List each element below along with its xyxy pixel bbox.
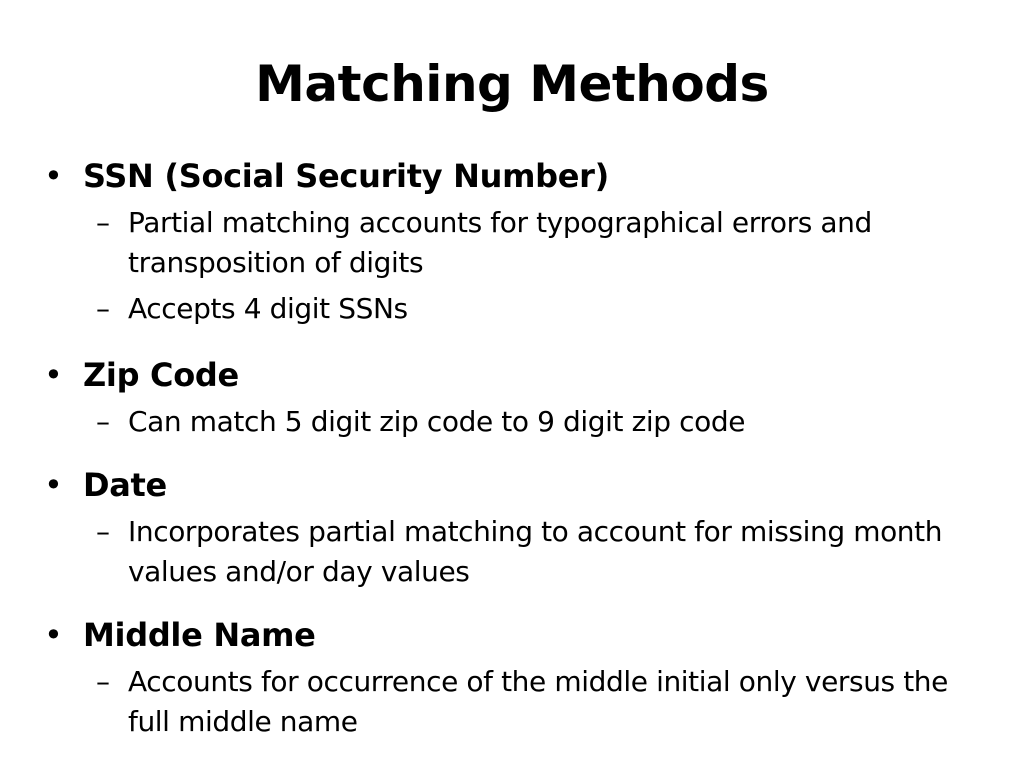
bullet-icon: • [44,356,63,394]
sub-item [44,402,1004,442]
bullet-item-zip-code [44,352,1004,442]
bullet-row [44,153,1004,199]
bullet-label: SSN (Social Security Number) [83,157,609,195]
sub-item-text: Accounts for occurrence of the middle initial only versus the full middle name [128,665,948,738]
bullet-label: Date [83,466,167,504]
bullet-label: Zip Code [83,356,239,394]
sub-item-text: Can match 5 digit zip code to 9 digit zip code [128,405,746,438]
dash-icon: – [96,405,110,438]
bullet-row [44,612,1004,658]
sub-item-text: Incorporates partial matching to account for missing month values and/or day values [128,515,943,588]
bullet-item-ssn [44,153,1004,329]
dash-icon: – [96,515,110,548]
bullet-row [44,462,1004,508]
bullet-item-middle-name [44,612,1004,742]
sub-item [44,662,1004,742]
bullet-label: Middle Name [83,616,316,654]
bullet-row [44,352,1004,398]
slide-title: Matching Methods [255,55,769,113]
sub-item-text: Partial matching accounts for typographical errors and transposition of digits [128,206,872,279]
bullet-icon: • [44,466,63,504]
bullet-item-date [44,462,1004,592]
bullet-icon: • [44,616,63,654]
sub-item-text: Accepts 4 digit SSNs [128,292,408,325]
dash-icon: – [96,665,110,698]
bullet-icon: • [44,157,63,195]
sub-item [44,203,1004,283]
sub-item [44,289,1004,329]
sub-item [44,512,1004,592]
dash-icon: – [96,292,110,325]
dash-icon: – [96,206,110,239]
